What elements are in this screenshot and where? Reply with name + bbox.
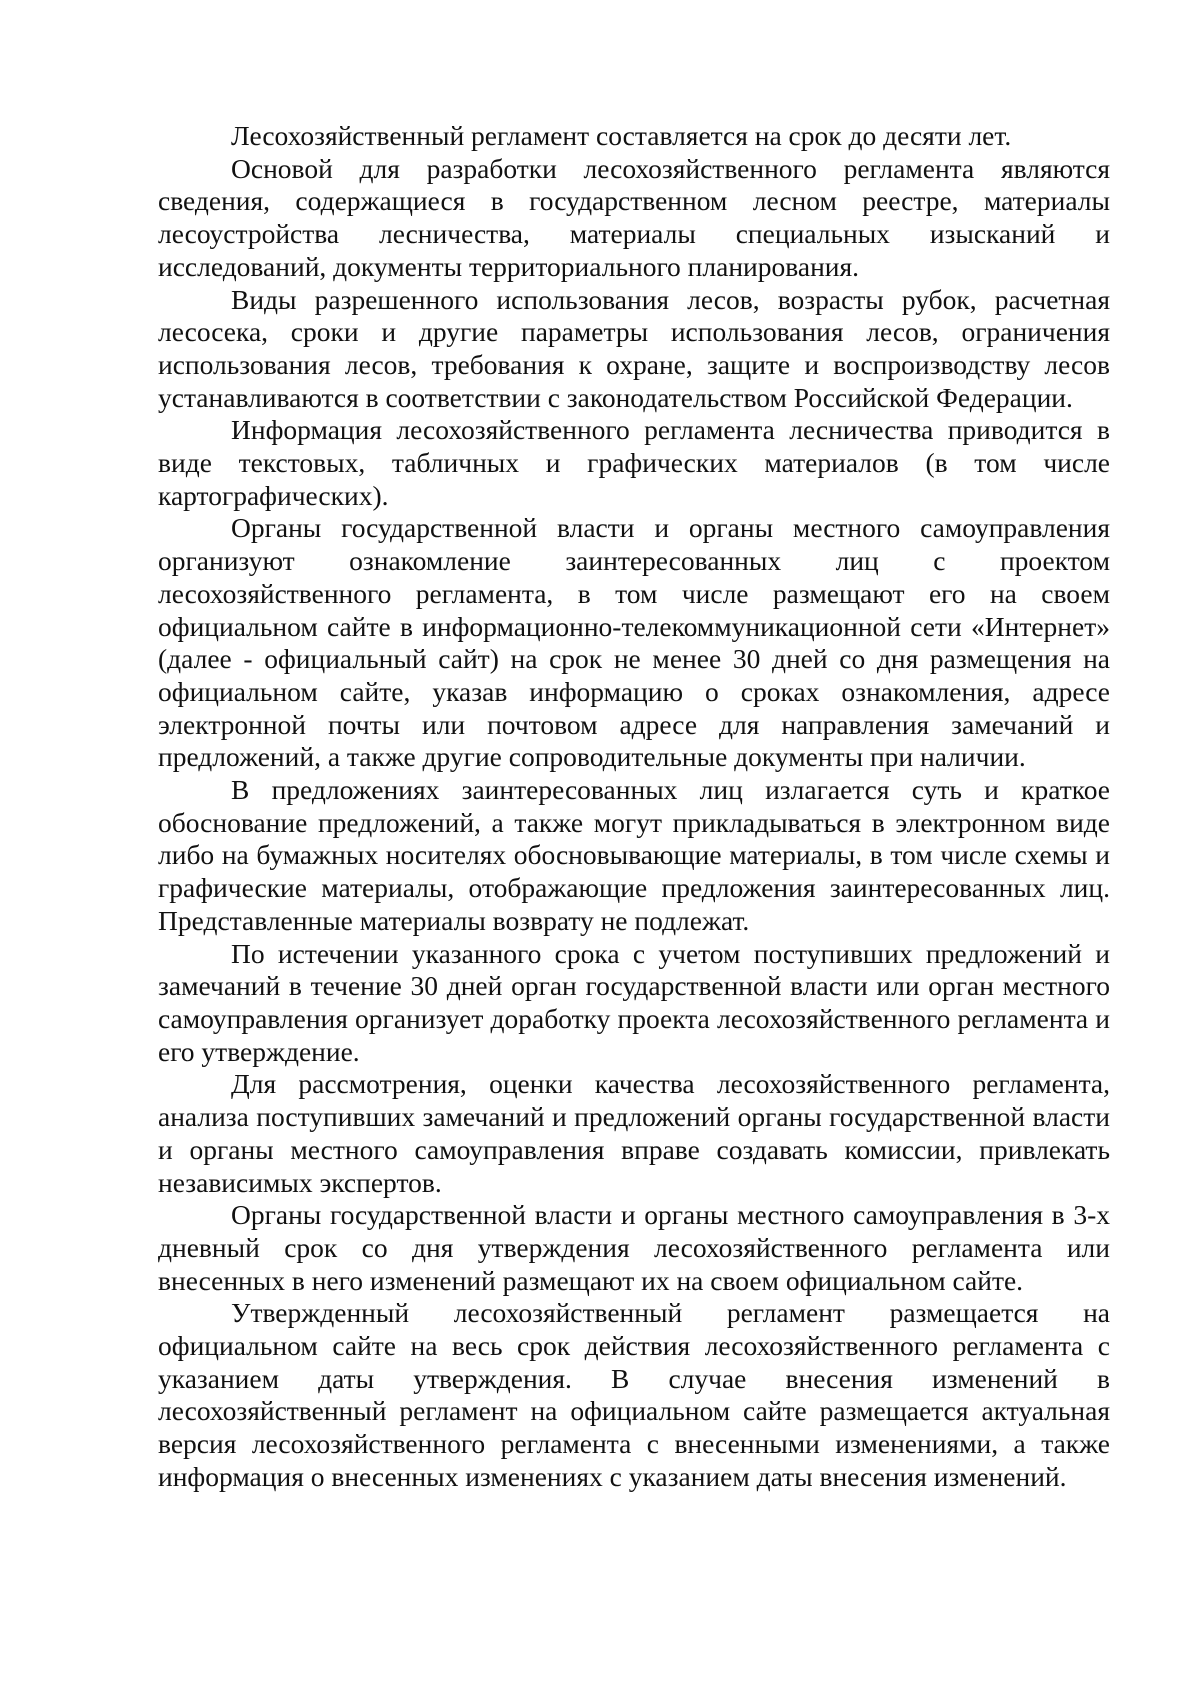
paragraph-9: Органы государственной власти и органы местного самоуправления в 3-х дневный срок со дня утверждения лесохозяйственного регламента или внесенных в него изменений размещают их на своем официальном сайте. [158,1199,1110,1296]
paragraph-8: Для рассмотрения, оценки качества лесохозяйственного регламента, анализа поступивших замечаний и предложений органы государственной власти и органы местного самоуправления вправе создавать комиссии, привлекать независимых экспертов. [158,1068,1110,1198]
paragraph-4: Информация лесохозяйственного регламента лесничества приводится в виде текстовых, табличных и графических материалов (в том числе картографических). [158,414,1110,511]
paragraph-3: Виды разрешенного использования лесов, возрасты рубок, расчетная лесосека, сроки и другие параметры использования лесов, ограничения использования лесов, требования к охране, защите и воспроизводству лесов устанавливаются в соответствии с законодательством Российской Федерации. [158,283,1110,413]
paragraph-1: Лесохозяйственный регламент составляется на срок до десяти лет. [231,120,1012,151]
paragraph-2: Основой для разработки лесохозяйственного регламента являются сведения, содержащиеся в государственном лесном реестре, материалы лесоустройства лесничества, материалы специальных изысканий и исследований, документы территориального планирования. [158,152,1110,282]
paragraph-6: В предложениях заинтересованных лиц излагается суть и краткое обоснование предложений, а также могут прикладываться в электронном виде либо на бумажных носителях обосновывающие материалы, в том числе схемы и графические материалы, отображающие предложения заинтересованных лиц. Представленные материалы возврату не подлежат. [158,774,1110,936]
paragraph-10: Утвержденный лесохозяйственный регламент размещается на официальном сайте на весь срок действия лесохозяйственного регламента с указанием даты утверждения. В случае внесения изменений в лесохозяйственный регламент на официальном сайте размещается актуальная версия лесохозяйственного регламента с внесенными изменениями, а также информация о внесенных изменениях с указанием даты внесения изменений. [158,1297,1110,1492]
paragraph-5: Органы государственной власти и органы местного самоуправления организуют ознакомление заинтересованных лиц с проектом лесохозяйственного регламента, в том числе размещают его на своем официальном сайте в информационно-телекоммуникационной сети «Интернет» (далее - официальный сайт) на срок не менее 30 дней со дня размещения на официальном сайте, указав информацию о сроках ознакомления, адресе электронной почты или почтовом адресе для направления замечаний и предложений, а также другие сопроводительные документы при наличии. [158,512,1110,773]
document-page [158,120,1110,1494]
paragraph-7: По истечении указанного срока с учетом поступивших предложений и замечаний в течение 30 дней орган государственной власти или орган местного самоуправления организует доработку проекта лесохозяйственного регламента и его утверждение. [158,937,1110,1067]
